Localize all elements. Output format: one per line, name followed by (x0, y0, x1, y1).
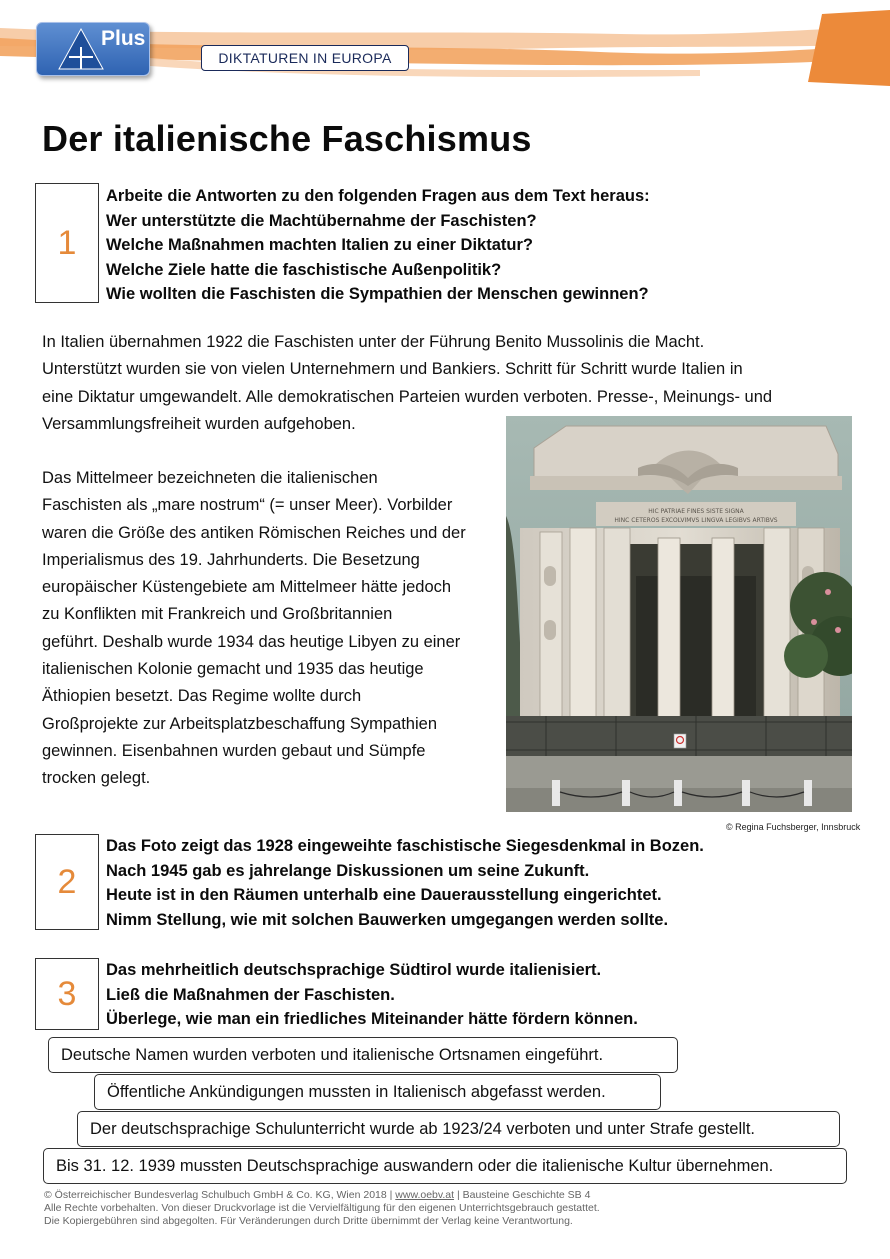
series-label: DIKTATUREN IN EUROPA (201, 45, 409, 71)
task-2-line: Heute ist in den Räumen unterhalb eine Dauerausstellung eingerichtet. (106, 886, 662, 904)
paragraph-line: Äthiopien besetzt. Das Regime wollte durch (42, 687, 362, 706)
paragraph-line: Imperialismus des 19. Jahrhunderts. Die Besetzung (42, 550, 420, 569)
footer-copyright: © Österreichischer Bundesverlag Schulbuch GmbH & Co. KG, Wien 2018 | (44, 1189, 396, 1201)
photo-credit: © Regina Fuchsberger, Innsbruck (726, 822, 861, 832)
paragraph-line: trocken gelegt. (42, 769, 151, 788)
paragraph-line: zu Konflikten mit Frankreich und Großbritannien (42, 605, 393, 624)
inscription-line-1: HIC PATRIAE FINES SISTE SIGNA (648, 508, 744, 515)
paragraph-line: waren die Größe des antiken Römischen Reiches und der (42, 523, 466, 542)
paragraph-line: europäischer Küstengebiete am Mittelmeer hätte jedoch (42, 578, 452, 597)
task-1-line: Welche Ziele hatte die faschistische Außenpolitik? (106, 260, 502, 279)
victory-monument-photo (506, 416, 852, 812)
paragraph-line: Versammlungsfreiheit wurden aufgehoben. (42, 414, 356, 433)
measure-box: Deutsche Namen wurden verboten und italienische Ortsnamen eingeführt. (48, 1037, 678, 1073)
inscription-line-2: HINC CETEROS EXCOLVIMVS LINGVA LEGIBVS ARTIBVS (614, 517, 778, 524)
measure-box: Der deutschsprachige Schulunterricht wurde ab 1923/24 verboten und unter Strafe gestellt. (77, 1111, 840, 1147)
paragraph-line: Das Mittelmeer bezeichneten die italienischen (42, 469, 378, 487)
footer-line-1 (44, 1189, 600, 1202)
paragraph-line: Großprojekte zur Arbeitsplatzbeschaffung Sympathien (42, 714, 437, 733)
task-3-line: Überlege, wie man ein friedliches Miteinander hätte fördern können. (106, 1010, 638, 1028)
task-1-line: Welche Maßnahmen machten Italien zu einer Diktatur? (106, 236, 533, 254)
logo-text: Plus (101, 27, 146, 50)
task-3-line: Das mehrheitlich deutschsprachige Südtirol wurde italienisiert. (106, 961, 602, 979)
paragraph-line: gewinnen. Eisenbahnen wurden gebaut und Sümpfe (42, 741, 426, 760)
paragraph-line: Unterstützt wurden sie von vielen Unternehmern und Bankiers. Schritt für Schritt wurde Italien in (42, 360, 743, 379)
footer-line-2: Alle Rechte vorbehalten. Von dieser Druckvorlage ist die Vervielfältigung für den eigenen Unterrichtsgebrauch gestattet. (44, 1202, 600, 1214)
task-1-line: Arbeite die Antworten zu den folgenden Fragen aus dem Text heraus: (106, 187, 650, 205)
page-title: Der italienische Faschismus (42, 118, 532, 159)
footer-line-3: Die Kopiergebühren sind abgegolten. Für Veränderungen durch Dritte übernimmt der Verlag keine Verantwortung. (44, 1215, 573, 1227)
task-3-text (106, 958, 638, 1032)
task-1-text (106, 184, 650, 307)
triangle-logo-icon (57, 27, 105, 71)
task-number-3: 3 (35, 958, 99, 1030)
foreign-policy-paragraph (42, 465, 466, 793)
paragraph-line: In Italien übernahmen 1922 die Faschisten unter der Führung Benito Mussolinis die Macht. (42, 333, 705, 351)
paragraph-line: italienischen Kolonie gemacht und 1935 das heutige (42, 660, 424, 679)
footer (44, 1189, 600, 1228)
measure-box: Öffentliche Ankündigungen mussten in Italienisch abgefasst werden. (94, 1074, 661, 1110)
paragraph-line: Faschisten als „mare nostrum“ (= unser Meer). Vorbilder (42, 496, 453, 515)
task-2-line: Nach 1945 gab es jahrelange Diskussionen um seine Zukunft. (106, 861, 590, 880)
publisher-link[interactable]: www.oebv.at (395, 1189, 455, 1201)
plus-logo (36, 22, 150, 76)
paragraph-line: eine Diktatur umgewandelt. Alle demokratischen Parteien wurden verboten. Presse-, Meinungs- und (42, 387, 773, 406)
task-number-1: 1 (35, 183, 99, 303)
task-1-line: Wie wollten die Faschisten die Sympathien der Menschen gewinnen? (106, 285, 649, 303)
task-3-line: Ließ die Maßnahmen der Faschisten. (106, 985, 395, 1004)
task-1-line: Wer unterstützte die Machtübernahme der Faschisten? (106, 211, 537, 230)
footer-book: | Bausteine Geschichte SB 4 (454, 1189, 591, 1201)
paragraph-line: geführt. Deshalb wurde 1934 das heutige Libyen zu einer (42, 632, 461, 651)
measure-box: Bis 31. 12. 1939 mussten Deutschsprachige auswandern oder die italienische Kultur übernehmen. (43, 1148, 847, 1184)
task-number-2: 2 (35, 834, 99, 930)
task-2-text (106, 834, 704, 932)
task-2-line: Nimm Stellung, wie mit solchen Bauwerken umgegangen werden sollte. (106, 910, 669, 929)
task-2-line: Das Foto zeigt das 1928 eingeweihte faschistische Siegesdenkmal in Bozen. (106, 837, 704, 855)
